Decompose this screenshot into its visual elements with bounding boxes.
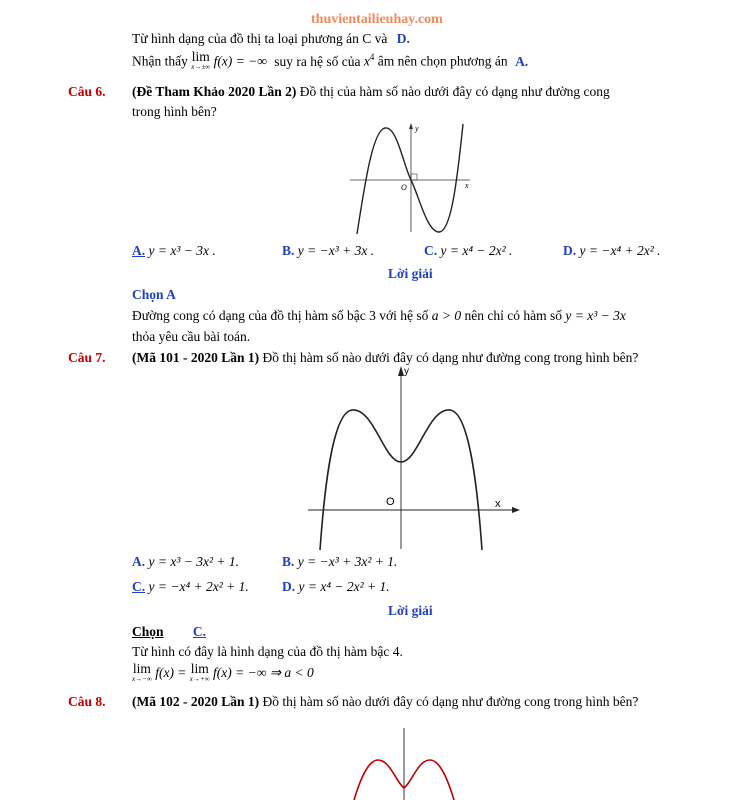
q6-chosen: Chọn A <box>132 287 176 302</box>
q6-explain-2: thỏa yêu cầu bài toán. <box>132 329 251 344</box>
q6-option-d <box>563 243 661 259</box>
limit-value: f(x) = −∞ <box>213 53 267 69</box>
q6-option-a-expr: y = x³ − 3x . <box>148 243 216 258</box>
question-7-graph <box>300 364 525 550</box>
question-6-text <box>132 84 610 100</box>
limit-expression: lim x→±∞ <box>191 49 211 72</box>
question-7-prompt: Đồ thị hàm số nào dưới đây có dạng như đường cong trong hình bên? <box>262 350 639 365</box>
q6-explain-1 <box>132 308 626 324</box>
top-line-2-a: Nhận thấy <box>132 53 188 69</box>
q6-option-b-expr: y = −x³ + 3x . <box>297 243 375 258</box>
q7-option-b <box>282 554 397 570</box>
top-line-1 <box>132 31 410 47</box>
q7-option-c-letter: C. <box>132 579 146 594</box>
q6-y-arrow <box>409 123 413 129</box>
q6-explain-1-c: nên chỉ có hàm số <box>464 308 563 323</box>
q7-x-arrow <box>512 507 520 513</box>
q7-chosen-letter: C. <box>192 624 207 639</box>
q7-limit-1-expr: f(x) = <box>155 665 187 681</box>
top-line-1-choice: D. <box>396 31 410 46</box>
q6-origin-label: O <box>401 183 407 192</box>
q7-option-d-letter: D. <box>282 579 296 594</box>
q6-option-d-expr: y = −x⁴ + 2x² . <box>579 243 661 258</box>
question-6-source: (Đề Tham Khảo 2020 Lần 2) <box>132 84 297 99</box>
q7-origin-label: O <box>386 496 395 508</box>
q6-option-a <box>132 243 216 259</box>
q6-explain-1-deg: 3 <box>369 308 376 323</box>
watermark: thuvientailieuhay.com <box>311 12 443 27</box>
top-line-2 <box>132 49 529 72</box>
q6-explain-1-a: Đường cong có dạng của đồ thị hàm số bậc <box>132 308 366 323</box>
q7-option-a-expr: y = x³ − 3x² + 1. <box>148 554 240 569</box>
q6-option-b-letter: B. <box>282 243 295 258</box>
q6-explain-1-b: với hệ số <box>379 308 429 323</box>
power-exponent: 4 <box>369 52 375 62</box>
q6-right-angle <box>411 174 417 180</box>
q7-option-a-letter: A. <box>132 554 146 569</box>
q7-solution-title: Lời giải <box>388 603 433 618</box>
top-line-2-b: suy ra hệ số của <box>274 53 361 69</box>
top-line-2-c: âm nên chọn phương án <box>377 53 508 69</box>
question-6-prompt: Đồ thị của hàm số nào dưới đây có dạng như đường cong <box>299 84 610 99</box>
q6-y-label: y <box>415 124 419 133</box>
question-8-label: Câu 8. <box>68 694 106 709</box>
question-7-source: (Mã 101 - 2020 Lần 1) <box>132 350 260 365</box>
q7-explain-1: Từ hình có đây là hình dạng của đồ thị hàm bậc 4. <box>132 644 403 659</box>
q6-option-d-letter: D. <box>563 243 577 258</box>
question-7-label: Câu 7. <box>68 350 106 365</box>
top-line-2-choice: A. <box>515 53 529 69</box>
power-variable: x <box>363 53 370 69</box>
question-6-label: Câu 6. <box>68 84 106 99</box>
q7-limit-1: lim x→−∞ <box>132 661 152 683</box>
q6-option-a-letter: A. <box>132 243 146 258</box>
question-8-prompt: Đồ thị hàm số nào dưới đây có dạng như đường cong trong hình bên? <box>262 694 639 709</box>
q7-option-d-expr: y = x⁴ − 2x² + 1. <box>298 579 390 594</box>
question-6-graph <box>345 122 480 234</box>
q7-limit-2: lim x→+∞ <box>189 661 210 683</box>
q7-option-c-expr: y = −x⁴ + 2x² + 1. <box>148 579 249 594</box>
q6-solution-title: Lời giải <box>388 266 433 281</box>
q6-option-b <box>282 243 374 259</box>
q7-option-a <box>132 554 239 570</box>
q7-y-label: y <box>404 366 409 377</box>
q7-chosen-word: Chọn <box>132 624 164 639</box>
q6-explain-1-fn: y = x³ − 3x <box>565 308 626 323</box>
q7-option-c <box>132 579 249 595</box>
q7-explain-2 <box>132 661 314 684</box>
q6-option-c-expr: y = x⁴ − 2x² . <box>440 243 513 258</box>
q7-option-d <box>282 579 390 595</box>
question-6-prompt-2: trong hình bên? <box>132 104 217 119</box>
question-8-source: (Mã 102 - 2020 Lần 1) <box>132 694 260 709</box>
q7-option-b-letter: B. <box>282 554 295 569</box>
q6-explain-1-cond: a > 0 <box>431 308 462 323</box>
q6-curve <box>357 124 463 234</box>
q7-x-label: x <box>495 498 501 510</box>
q7-limit-2-expr: f(x) = −∞ ⇒ a < 0 <box>213 665 314 681</box>
q6-x-label: x <box>465 181 469 190</box>
q7-chosen <box>132 624 206 640</box>
q6-option-c-letter: C. <box>424 243 438 258</box>
question-8-graph <box>340 728 470 800</box>
top-line-1-text: Từ hình dạng của đồ thị ta loại phương án C và <box>132 31 388 46</box>
q7-option-b-expr: y = −x³ + 3x² + 1. <box>297 554 398 569</box>
question-8-text <box>132 694 638 710</box>
q6-option-c <box>424 243 512 259</box>
